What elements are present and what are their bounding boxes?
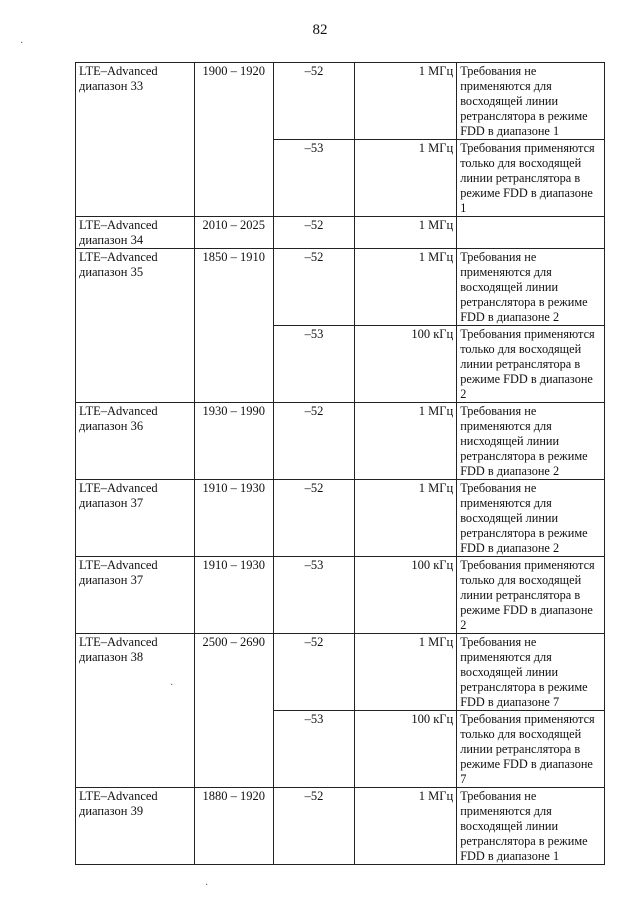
bandwidth-cell: 1 МГц [355,634,457,711]
bandwidth-cell: 1 МГц [355,63,457,140]
bandwidth-cell: 1 МГц [355,217,457,249]
requirement-cell: Требования не применяются для восходящей линии ретранслятора в режиме FDD в диапазоне 1 [457,63,605,140]
level-cell: –52 [273,217,355,249]
level-cell: –52 [273,634,355,711]
requirement-cell [457,217,605,249]
band-cell: LTE–Advanced диапазон 35 [76,249,195,403]
table-row [76,63,605,140]
band-cell: LTE–Advanced диапазон 38 [76,634,195,788]
bandwidth-cell: 1 МГц [355,480,457,557]
bandwidth-cell: 1 МГц [355,403,457,480]
frequency-cell: 2010 – 2025 [194,217,273,249]
bandwidth-cell: 100 кГц [355,557,457,634]
bandwidth-cell: 1 МГц [355,140,457,217]
table-row [76,788,605,865]
frequency-cell: 1900 – 1920 [194,63,273,217]
level-cell: –52 [273,788,355,865]
level-cell: –53 [273,557,355,634]
scan-speck: · [20,38,24,49]
level-cell: –52 [273,480,355,557]
band-cell: LTE–Advanced диапазон 33 [76,63,195,217]
scan-speck: · [205,880,209,891]
frequency-cell: 1910 – 1930 [194,480,273,557]
frequency-cell: 1850 – 1910 [194,249,273,403]
spec-table [75,62,605,865]
requirement-cell: Требования не применяются для восходящей линии ретранслятора в режиме FDD в диапазоне 2 [457,249,605,326]
level-cell: –53 [273,140,355,217]
frequency-cell: 2500 – 2690 [194,634,273,788]
table-row [76,217,605,249]
table-row [76,634,605,711]
band-cell: LTE–Advanced диапазон 34 [76,217,195,249]
band-cell: LTE–Advanced диапазон 36 [76,403,195,480]
table-row [76,403,605,480]
bandwidth-cell: 1 МГц [355,788,457,865]
level-cell: –52 [273,403,355,480]
level-cell: –52 [273,249,355,326]
requirement-cell: Требования применяются только для восходящей линии ретранслятора в режиме FDD в диапазоне 7 [457,711,605,788]
page-number: 82 [312,22,328,38]
bandwidth-cell: 100 кГц [355,711,457,788]
bandwidth-cell: 100 кГц [355,326,457,403]
level-cell: –52 [273,63,355,140]
requirement-cell: Требования применяются только для восходящей линии ретранслятора в режиме FDD в диапазоне 2 [457,326,605,403]
frequency-cell: 1910 – 1930 [194,557,273,634]
requirement-cell: Требования не применяются для нисходящей линии ретранслятора в режиме FDD в диапазоне 2 [457,403,605,480]
requirement-cell: Требования применяются только для восходящей линии ретранслятора в режиме FDD в диапазоне 2 [457,557,605,634]
requirement-cell: Требования не применяются для восходящей линии ретранслятора в режиме FDD в диапазоне 7 [457,634,605,711]
table-row [76,480,605,557]
frequency-cell: 1880 – 1920 [194,788,273,865]
band-cell: LTE–Advanced диапазон 39 [76,788,195,865]
level-cell: –53 [273,711,355,788]
requirement-cell: Требования не применяются для восходящей линии ретранслятора в режиме FDD в диапазоне 2 [457,480,605,557]
bandwidth-cell: 1 МГц [355,249,457,326]
table-row [76,557,605,634]
requirement-cell: Требования применяются только для восходящей линии ретранслятора в режиме FDD в диапазоне 1 [457,140,605,217]
band-cell: LTE–Advanced диапазон 37 [76,557,195,634]
level-cell: –53 [273,326,355,403]
frequency-cell: 1930 – 1990 [194,403,273,480]
scan-speck: · [170,680,174,691]
band-cell: LTE–Advanced диапазон 37 [76,480,195,557]
table-row [76,249,605,326]
requirement-cell: Требования не применяются для восходящей линии ретранслятора в режиме FDD в диапазоне 1 [457,788,605,865]
